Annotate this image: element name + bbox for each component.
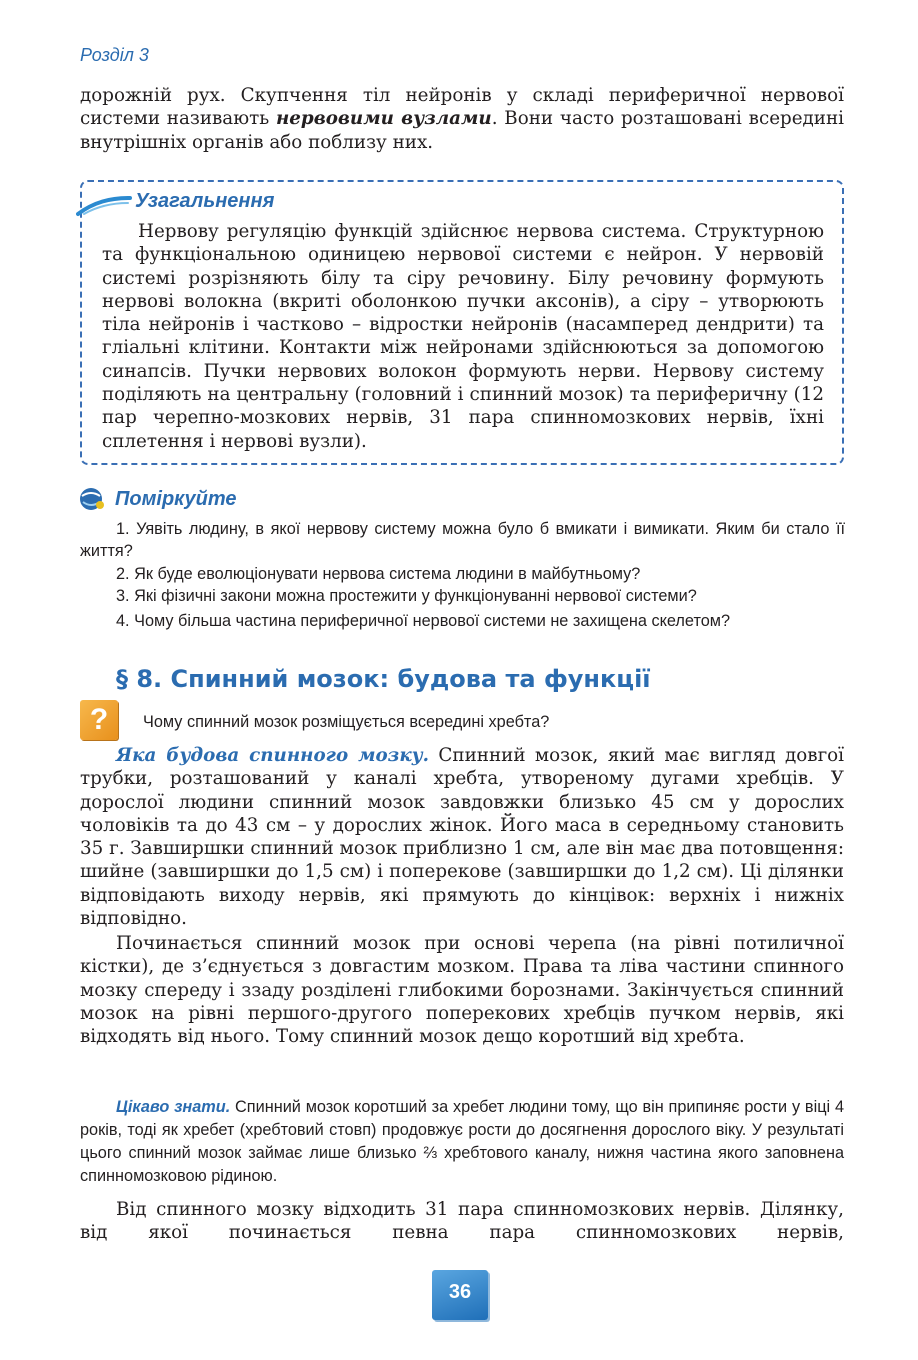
section-title: § 8. Спинний мозок: будова та функції	[116, 665, 651, 693]
body-paragraph-3: Від спинного мозку відходить 31 пара спинномозкових нервів. Ділянку, від якої починається певна пара спинномозкових нервів,	[80, 1199, 844, 1244]
question-mark-icon: ?	[80, 700, 118, 740]
think-question-4: 4. Чому більша частина периферичної нервової системи не захищена скелетом?	[116, 612, 731, 630]
chapter-label: Розділ 3	[80, 45, 149, 65]
think-title: Поміркуйте	[115, 488, 237, 510]
interesting-fact-text: Спинний мозок коротший за хребет людини тому, що він припиняє рости у віці 4 років, тоді як хребет (хребтовий стовп) продовжує рости до досягнення дорослого віку. У результаті цього спинний мозок займає лише близько ⅔ хребтового каналу, нижня частина якого заповнена спинномозковою рідиною.	[80, 1098, 844, 1185]
globe-icon	[78, 486, 106, 512]
page-number: 36	[432, 1270, 488, 1320]
section-question: Чому спинний мозок розміщується всередині хребта?	[143, 713, 550, 731]
body-paragraph-1	[80, 744, 844, 930]
intro-text-after: . Вони часто розташовані всередині внутрішніх органів або поблизу них.	[80, 108, 845, 153]
summary-text: Нервову регуляцію функцій здійснює нервова система. Структурною та функціональною одиницею нервової системи є нейрон. У нервовій системі розрізняють білу та сіру речовину. Білу речовину формують нервові волокна (вкриті оболонкою пучки аксонів), а сіру – утворюють тіла нейронів і частково – відростки нейронів (насамперед дендрити) та гліальні клітини. Контакти між нейронами здійснюються за допомогою синапсів. Пучки нервових волокон формують нерви. Нервову систему поділяють на центральну (головний і спинний мозок) та периферичну (12 пар черепно-мозкових нервів, 31 пара спинномозкових нервів, їхні сплетення і нервові вузли).	[102, 221, 824, 452]
interesting-fact-lead: Цікаво знати.	[116, 1098, 231, 1116]
summary-title: Узагальнення	[135, 190, 275, 212]
think-question-1: 1. Уявіть людину, в якої нервову систему можна було б вмикати і вимикати. Яким би стало її життя?	[80, 520, 845, 560]
intro-paragraph	[80, 84, 844, 154]
body-paragraph-1-text: Спинний мозок, який має вигляд довгої трубки, розташований у каналі хребта, утвореному дугами хребців. У дорослої людини спинний мозок завдовжки близько 45 см у дорослих чоловіків та до 43 см – у дорослих жінок. Його маса в середньому становить 35 г. Завширшки спинний мозок приблизно 1 см, але він має два потовщення: шийне (завширшки до 1,5 см) і поперекове (завширшки до 1,2 см). Ці ділянки відповідають виходу нервів, які прямують до кінцівок: верхніх і нижніх відповідно.	[80, 745, 845, 930]
body-paragraph-2: Починається спинний мозок при основі черепа (на рівні потиличної кістки), де з’єднується з довгастим мозком. Права та ліва частини спинного мозку спереду і ззаду розділені глибокими борознами. Закінчується спинний мозок на рівні першого-другого поперекових хребців пучком нервів, які відходять від нього. Тому спинний мозок дещо коротший від хребта.	[80, 933, 844, 1048]
intro-term: нервовими вузлами	[275, 108, 492, 130]
think-question-2: 2. Як буде еволюціонувати нервова система людини в майбутньому?	[116, 565, 641, 583]
intro-text-before: дорожній рух. Скупчення тіл нейронів у складі периферичної нервової системи називають	[80, 85, 844, 130]
section-subhead: Яка будова спинного мозку.	[116, 745, 430, 766]
pen-stroke-icon	[76, 192, 132, 218]
interesting-fact	[80, 1096, 844, 1188]
think-question-3: 3. Які фізичні закони можна простежити у функціонуванні нервової системи?	[116, 587, 697, 605]
